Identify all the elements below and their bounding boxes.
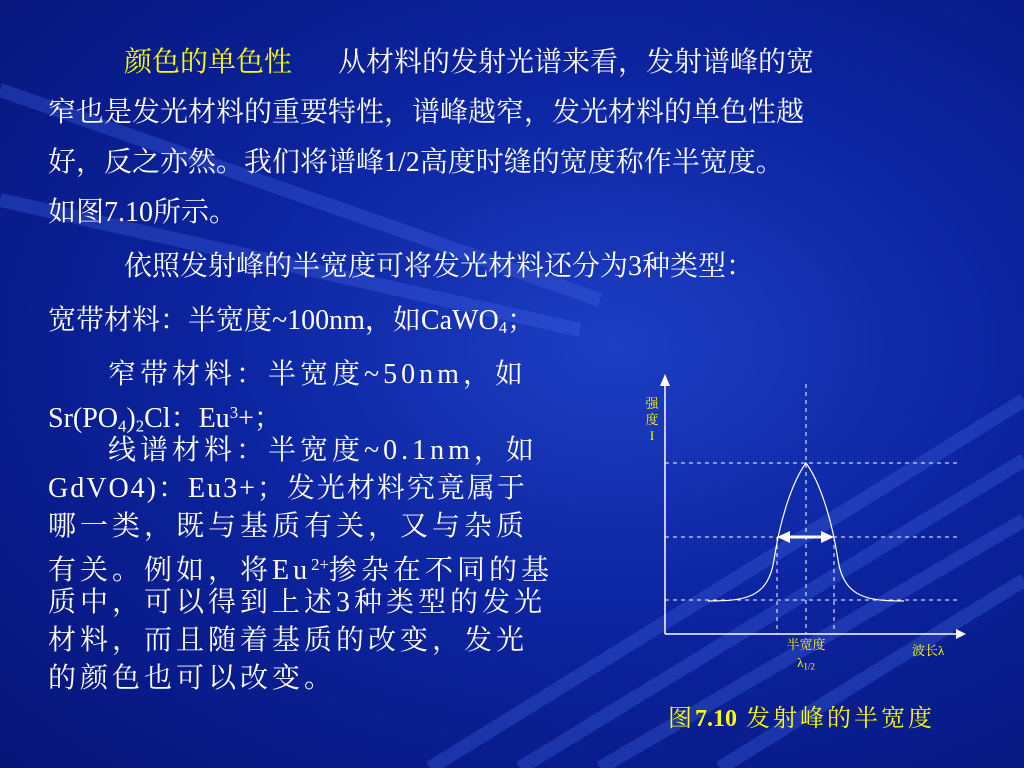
formula-end: +； — [238, 403, 282, 435]
formula-sub2: 2 — [135, 416, 145, 436]
narrow-band-line1: 窄带材料：半宽度~50nm，如 — [108, 359, 527, 390]
broad-band-text: 宽带材料：半宽度~100nm，如CaWO — [48, 305, 499, 336]
formula-part1: Sr(PO — [48, 403, 119, 435]
line-spectrum-line6: 材料，而且随着基质的改变，发光 — [48, 625, 529, 656]
para1-line4: 如图7.10所示。 — [48, 197, 238, 228]
line-spectrum-line3: 哪一类，既与基质有关，又与杂质 — [48, 511, 529, 542]
para2-line1: 依照发射峰的半宽度可将发光材料还分为3种类型： — [124, 251, 755, 282]
formula-sup: 3 — [229, 403, 239, 422]
x-axis-arrowhead — [956, 629, 966, 639]
figure-caption — [668, 698, 935, 733]
formula-sub1: 4 — [118, 416, 127, 436]
half-width-annotation — [776, 636, 836, 675]
line4-sup: 2+ — [311, 555, 329, 574]
y-axis-label-line2: 度 — [645, 412, 659, 427]
line4-prefix: 有关。例如，将Eu — [48, 555, 312, 587]
caption-number: 7.10 — [695, 706, 737, 732]
heading-monochromaticity: 颜色的单色性 — [124, 47, 293, 78]
lambda-symbol: λ — [797, 655, 804, 670]
half-width-annotation-text: 半宽度 — [786, 637, 826, 652]
half-width-symbol — [776, 654, 836, 675]
line-spectrum-line5: 质中，可以得到上述3种类型的发光 — [48, 587, 547, 618]
y-axis-label — [644, 396, 660, 444]
broad-band-subscript: 4 — [498, 318, 508, 338]
line-spectrum-line2: GdVO4)：Eu3+；发光材料究竟属于 — [48, 473, 527, 504]
lambda-subscript: 1/2 — [803, 661, 815, 672]
y-axis-arrowhead — [660, 374, 670, 386]
y-axis-label-line3: I — [649, 428, 655, 443]
x-axis-label: 波长λ — [912, 643, 945, 658]
formula-part3: Cl：Eu — [144, 403, 230, 435]
caption-text: 发射峰的半宽度 — [737, 706, 935, 732]
para1-line2: 窄也是发光材料的重要特性，谱峰越窄，发光材料的单色性越 — [48, 97, 805, 128]
line-spectrum-line1: 线谱材料：半宽度~0.1nm，如 — [108, 435, 538, 466]
y-axis-label-line1: 强 — [645, 396, 659, 411]
caption-prefix: 图 — [668, 706, 695, 732]
para1-line1-rest: 从材料的发射光谱来看，发射谱峰的宽 — [338, 47, 815, 78]
line-spectrum-line7: 的颜色也可以改变。 — [48, 663, 337, 694]
formula-part2: ) — [126, 403, 136, 435]
half-width-arrowhead-right — [821, 531, 834, 543]
broad-band-suffix: ； — [507, 305, 536, 336]
para1-line3: 好，反之亦然。我们将谱峰1/2高度时缝的宽度称作半宽度。 — [48, 147, 784, 178]
line4-suffix: 掺杂在不同的基 — [328, 555, 553, 587]
